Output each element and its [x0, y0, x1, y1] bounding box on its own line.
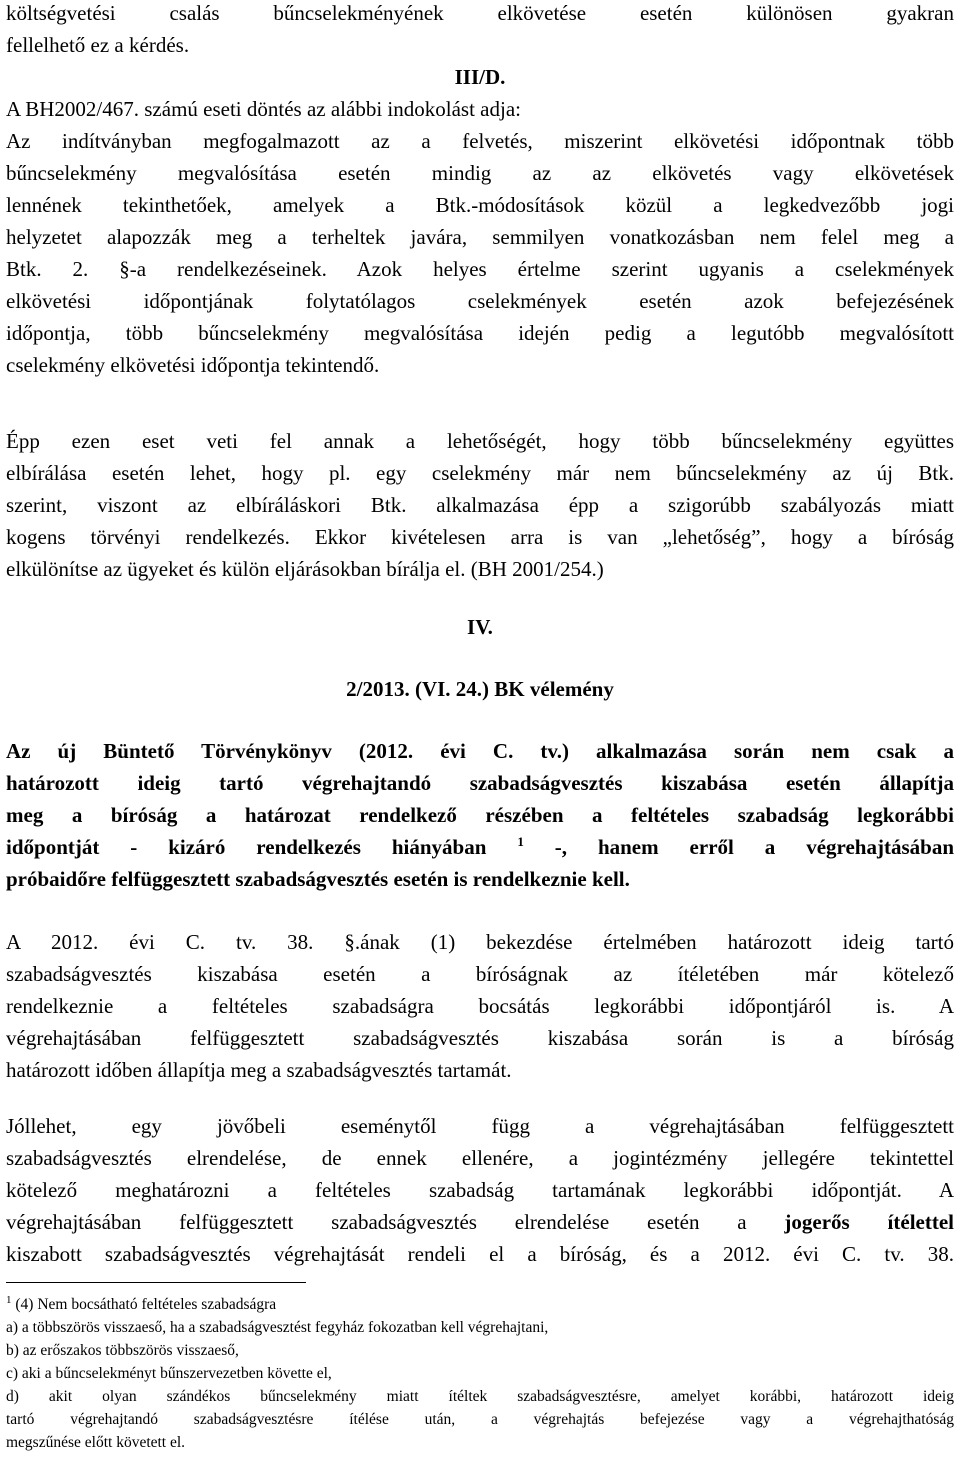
text-line: Btk. 2. §-a rendelkezéseinek. Azok helyes értelme szerint ugyanis a cselekmények	[6, 257, 954, 281]
footnote-line: megszűnése előtt követett el.	[6, 1434, 186, 1451]
text-line: kiszabott szabadságvesztés végrehajtását rendeli el a bíróság, és a 2012. évi C. tv. 38.	[6, 1242, 954, 1266]
opinion-summary	[6, 735, 954, 895]
text-line: kötelező meghatározni a feltételes szabadság tartamának legkorábbi időpontját. A	[6, 1178, 954, 1202]
section-heading-iiid: III/D.	[454, 65, 506, 89]
text-segment: végrehajtásában felfüggesztett szabadságvesztés elrendelése esetén a	[6, 1210, 747, 1234]
text-line: elkövetési időpontjának folytatólagos cselekmények esetén azok befejezésének	[6, 289, 954, 313]
text-line: próbaidőre felfüggesztett szabadságvesztés esetén is rendelkeznie kell.	[6, 867, 630, 891]
paragraph-jollehet	[6, 1110, 954, 1270]
section-heading-iv: IV.	[467, 615, 493, 639]
text-line-with-bold	[6, 1206, 954, 1238]
text-line: cselekmény elkövetési időpontja tekintendő.	[6, 353, 380, 377]
text-line: lennének tekinthetőek, amelyek a Btk.-módosítások közül a legkedvezőbb jogi	[6, 193, 954, 217]
text-line: határozott ideig tartó végrehajtandó szabadságvesztés kiszabása esetén állapítja	[6, 771, 954, 795]
text-segment: -, hanem erről a végrehajtásában	[554, 835, 954, 859]
text-line: szabadságvesztés kiszabása esetén a bíróságnak az ítéletében már kötelező	[6, 962, 954, 986]
footnote-divider	[6, 1282, 306, 1283]
text-line: szabadságvesztés elrendelése, de ennek ellenére, a jogintézmény jellegére tekintettel	[6, 1146, 954, 1170]
text-line: helyzetet alapozzák meg a terheltek javára, semmilyen vonatkozásban nem felel meg a	[6, 225, 954, 249]
paragraph-intro-fragment	[6, 0, 954, 61]
text-line: szerint, viszont az elbíráláskori Btk. alkalmazása épp a szigorúbb szabályozás miatt	[6, 493, 954, 517]
text-line: A BH2002/467. számú eseti döntés az alábbi indokolást adja:	[6, 97, 521, 121]
footnote-line: tartó végrehajtandó szabadságvesztésre ítélése után, a végrehajtás befejezése vagy a végrehajthatóság	[6, 1411, 954, 1428]
bold-segment: jogerős ítélettel	[784, 1210, 954, 1234]
footnote-line: c) aki a bűncselekményt bűnszervezetben követte el,	[6, 1365, 332, 1382]
text-line: elbírálása esetén lehet, hogy pl. egy cselekmény már nem bűncselekmény az új Btk.	[6, 461, 954, 485]
text-line: határozott időben állapítja meg a szabadságvesztés tartamát.	[6, 1058, 512, 1082]
footnote-marker: 1	[6, 1294, 12, 1306]
text-line: költségvetési csalás bűncselekményének elkövetése esetén különösen gyakran	[6, 1, 954, 25]
text-line: időpontja, több bűncselekmény megvalósítása idején pedig a legutóbb megvalósított	[6, 321, 954, 345]
text-line: Az új Büntető Törvénykönyv (2012. évi C. tv.) alkalmazása során nem csak a	[6, 739, 954, 763]
footnote	[6, 1293, 954, 1454]
text-line-with-footnote	[6, 831, 954, 863]
text-line: A 2012. évi C. tv. 38. §.ának (1) bekezdése értelmében határozott ideig tartó	[6, 930, 954, 954]
footnote-line: d) akit olyan szándékos bűncselekmény miatt ítéltek szabadságvesztésre, amelyet korábbi, határozott ideig	[6, 1388, 954, 1405]
footnote-line: a) a többszörös visszaeső, ha a szabadságvesztést fegyház fokozatban kell végrehajtani,	[6, 1319, 549, 1336]
text-line: bűncselekmény megvalósítása esetén mindig az az elkövetés vagy elkövetések	[6, 161, 954, 185]
text-line: végrehajtásában felfüggesztett szabadságvesztés kiszabása során is a bíróság	[6, 1026, 954, 1050]
footnote-line	[6, 1293, 954, 1316]
footnote-line: b) az erőszakos többszörös visszaeső,	[6, 1342, 239, 1359]
text-segment: időpontját - kizáró rendelkezés hiányában	[6, 835, 487, 859]
text-line: kogens törvényi rendelkezés. Ekkor kivételesen arra is van „lehetőség”, hogy a bíróság	[6, 525, 954, 549]
text-line: meg a bíróság a határozat rendelkező részében a feltételes szabadság legkorábbi	[6, 803, 954, 827]
text-line: Épp ezen eset veti fel annak a lehetőségét, hogy több bűncselekmény együttes	[6, 429, 954, 453]
text-line: Az indítványban megfogalmazott az a felvetés, miszerint elkövetési időpontnak több	[6, 129, 954, 153]
paragraph-bh2002	[6, 93, 954, 381]
text-line: fellelhető ez a kérdés.	[6, 33, 190, 57]
text-line: elkülönítse az ügyeket és külön eljárásokban bírálja el. (BH 2001/254.)	[6, 557, 604, 581]
paragraph-epp-ezen	[6, 425, 954, 585]
text-line: rendelkeznie a feltételes szabadságra bocsátás legkorábbi időpontjáról is. A	[6, 994, 954, 1018]
opinion-title: 2/2013. (VI. 24.) BK vélemény	[346, 677, 614, 701]
footnote-reference[interactable]: 1	[517, 834, 524, 849]
paragraph-38	[6, 926, 954, 1086]
text-segment: (4) Nem bocsátható feltételes szabadságra	[15, 1296, 277, 1313]
text-line: Jóllehet, egy jövőbeli eseménytől függ a végrehajtásában felfüggesztett	[6, 1114, 954, 1138]
